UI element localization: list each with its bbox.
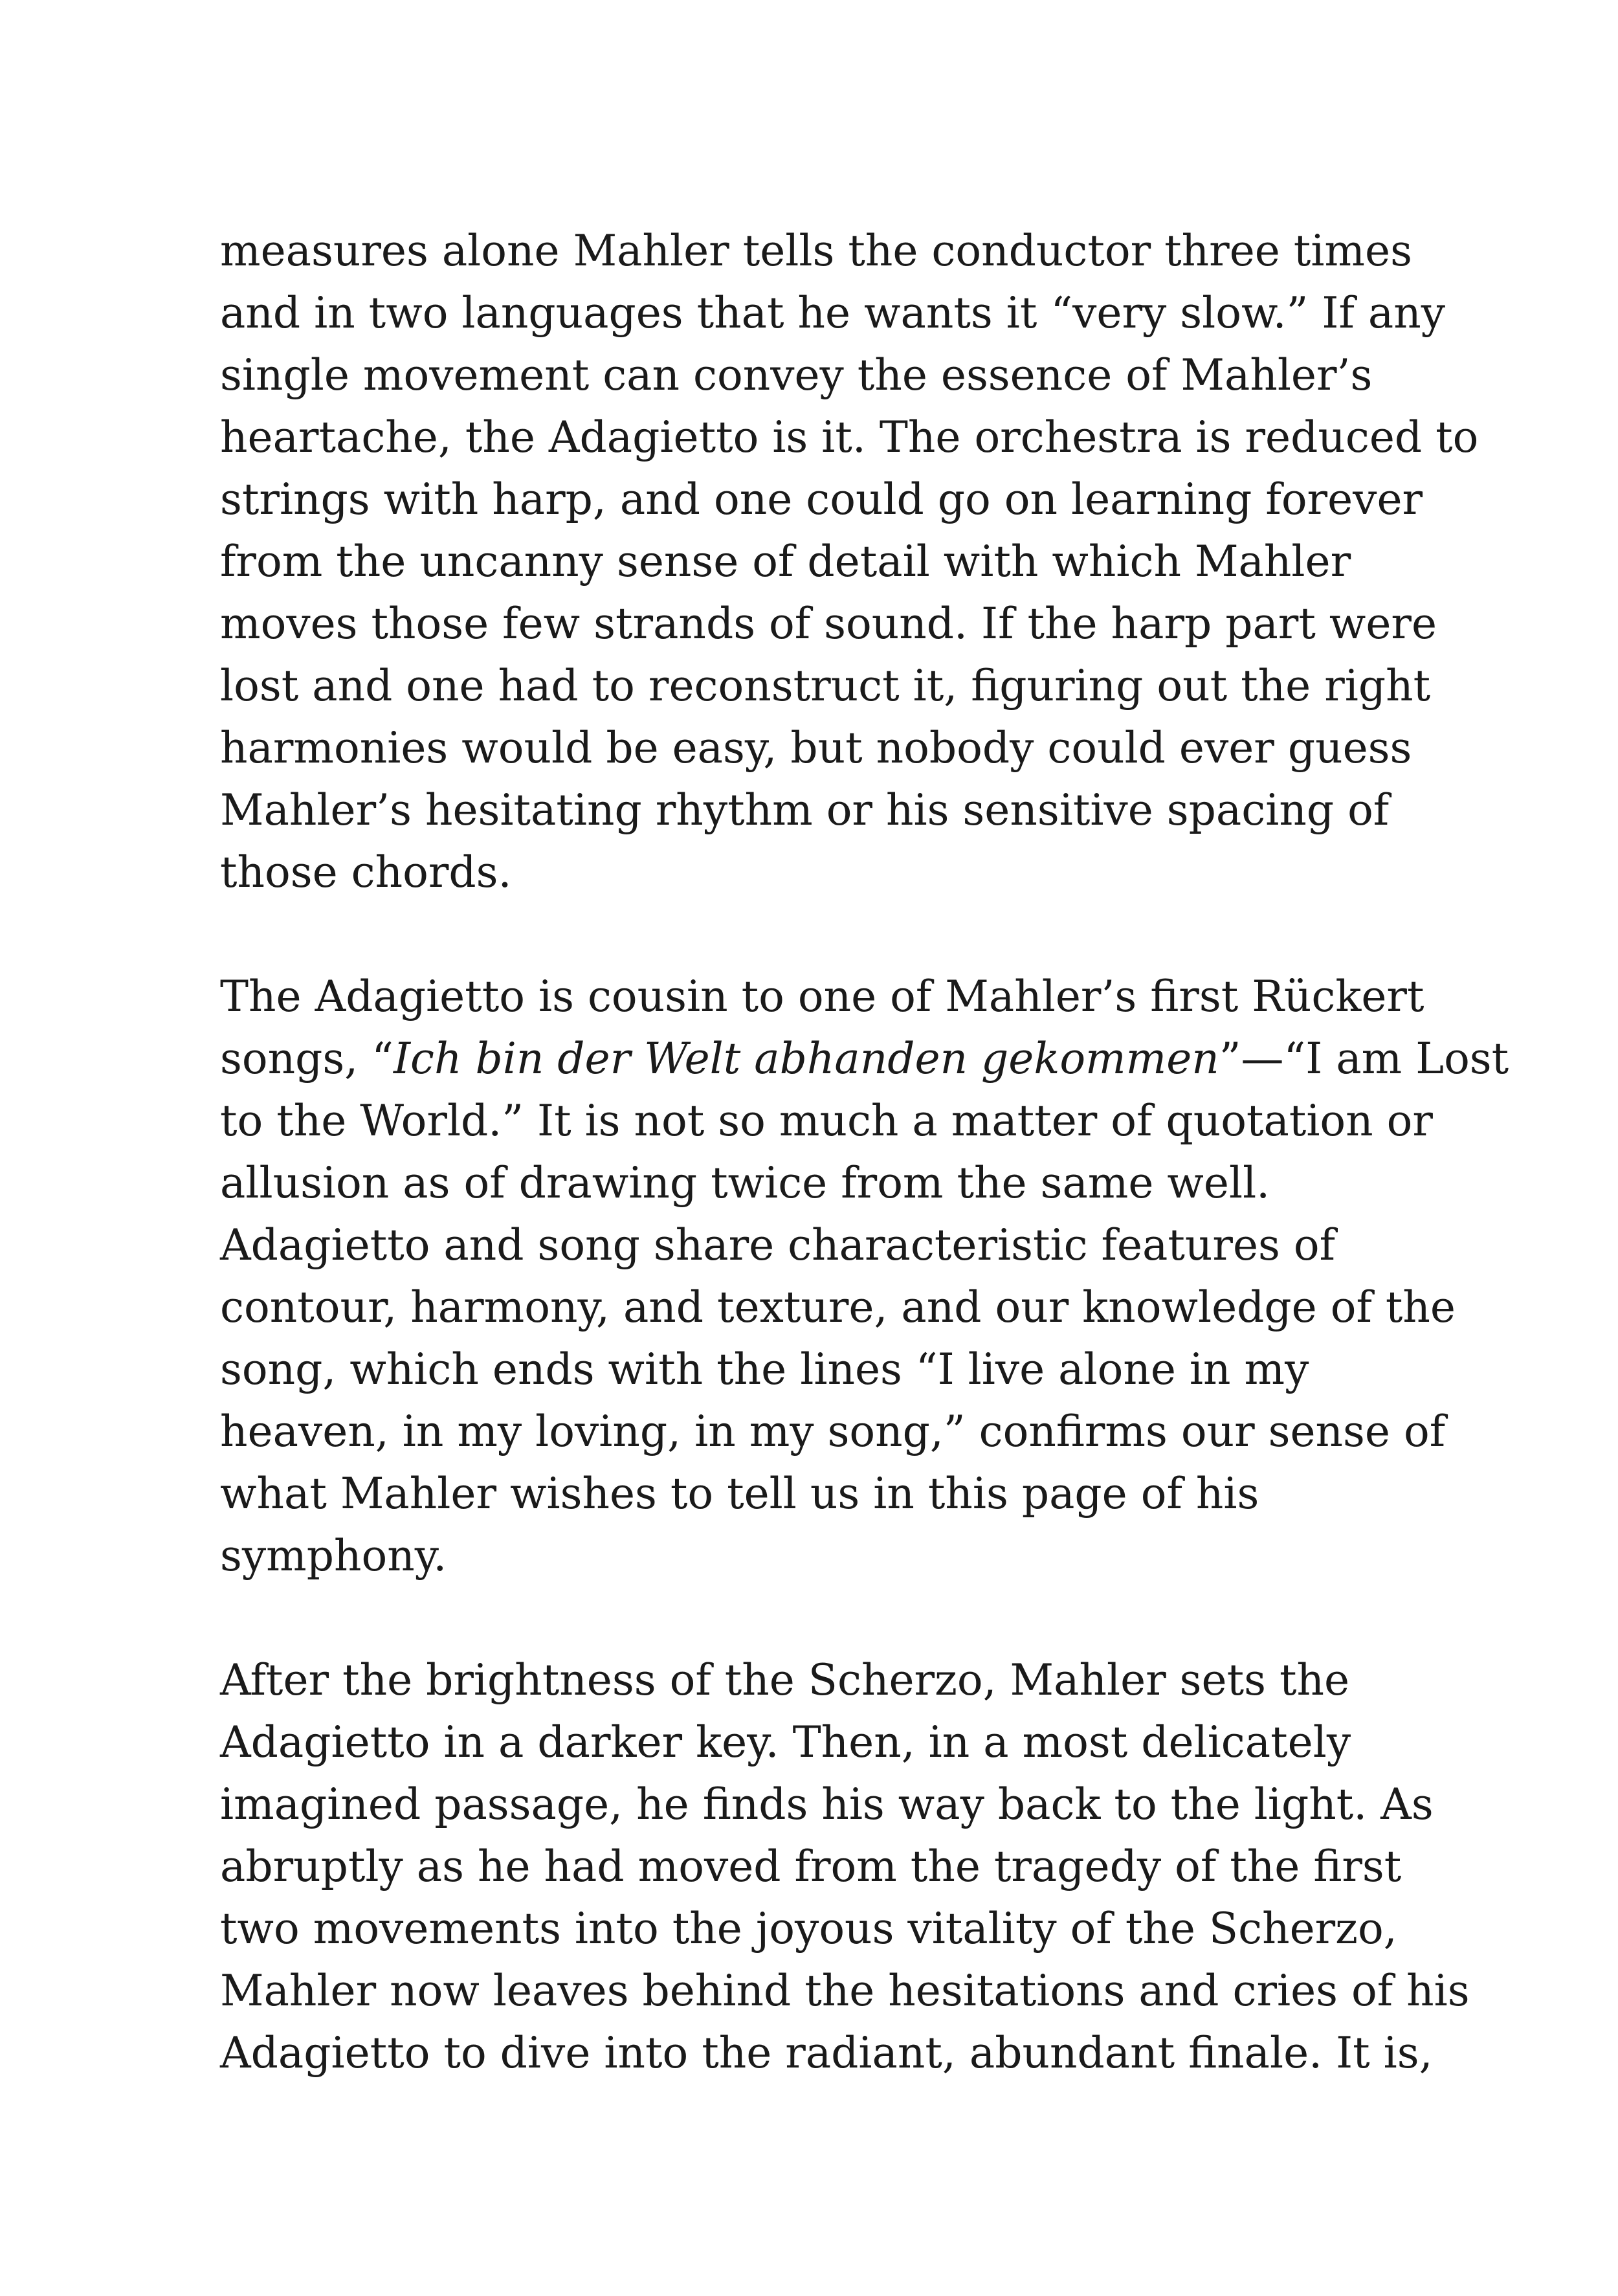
text-line: heaven, in my loving, in my song,” confirms our sense of <box>220 1407 1446 1456</box>
text-line: what Mahler wishes to tell us in this page of his <box>220 1469 1259 1519</box>
text-line: imagined passage, he finds his way back to the light. As <box>220 1779 1434 1829</box>
text-line: from the uncanny sense of detail with which Mahler <box>220 537 1351 586</box>
text-line: harmonies would be easy, but nobody could ever guess <box>220 723 1412 773</box>
text-line: measures alone Mahler tells the conductor three times <box>220 226 1412 276</box>
text-line: strings with harp, and one could go on learning forever <box>220 474 1423 524</box>
paragraph-2 <box>220 966 1509 1587</box>
text-line: symphony. <box>220 1531 447 1581</box>
song-title-italic: Ich bin der Welt abhanden gekommen <box>393 1034 1219 1084</box>
text-fragment: songs, “ <box>220 1034 393 1084</box>
text-line: After the brightness of the Scherzo, Mahler sets the <box>220 1655 1350 1705</box>
text-line: contour, harmony, and texture, and our knowledge of the <box>220 1282 1456 1332</box>
text-line: two movements into the joyous vitality of the Scherzo, <box>220 1904 1397 1954</box>
text-line: Adagietto in a darker key. Then, in a most delicately <box>220 1717 1351 1767</box>
text-line: Adagietto and song share characteristic features of <box>220 1220 1336 1270</box>
text-line: Mahler’s hesitating rhythm or his sensitive spacing of <box>220 785 1390 835</box>
paragraph-3 <box>220 1649 1470 2084</box>
text-line: to the World.” It is not so much a matter of quotation or <box>220 1096 1433 1146</box>
text-line: Adagietto to dive into the radiant, abundant finale. It is, <box>220 2028 1433 2078</box>
text-line: lost and one had to reconstruct it, figuring out the right <box>220 661 1431 711</box>
text-line: heartache, the Adagietto is it. The orchestra is reduced to <box>220 412 1479 462</box>
text-line: and in two languages that he wants it “very slow.” If any <box>220 288 1445 338</box>
text-line: those chords. <box>220 847 512 897</box>
text-fragment: ”—“I am Lost <box>1219 1034 1509 1084</box>
text-line: single movement can convey the essence of Mahler’s <box>220 350 1373 400</box>
text-line: abruptly as he had moved from the tragedy of the first <box>220 1842 1402 1891</box>
text-line: The Adagietto is cousin to one of Mahler’s first Rückert <box>220 972 1424 1021</box>
paragraph-1 <box>220 220 1479 904</box>
text-line: moves those few strands of sound. If the harp part were <box>220 599 1437 649</box>
body-text <box>220 220 1509 2146</box>
text-line <box>220 1028 1509 1090</box>
text-line: allusion as of drawing twice from the same well. <box>220 1158 1270 1208</box>
text-line: song, which ends with the lines “I live alone in my <box>220 1344 1309 1394</box>
text-line: Mahler now leaves behind the hesitations and cries of his <box>220 1966 1470 2016</box>
